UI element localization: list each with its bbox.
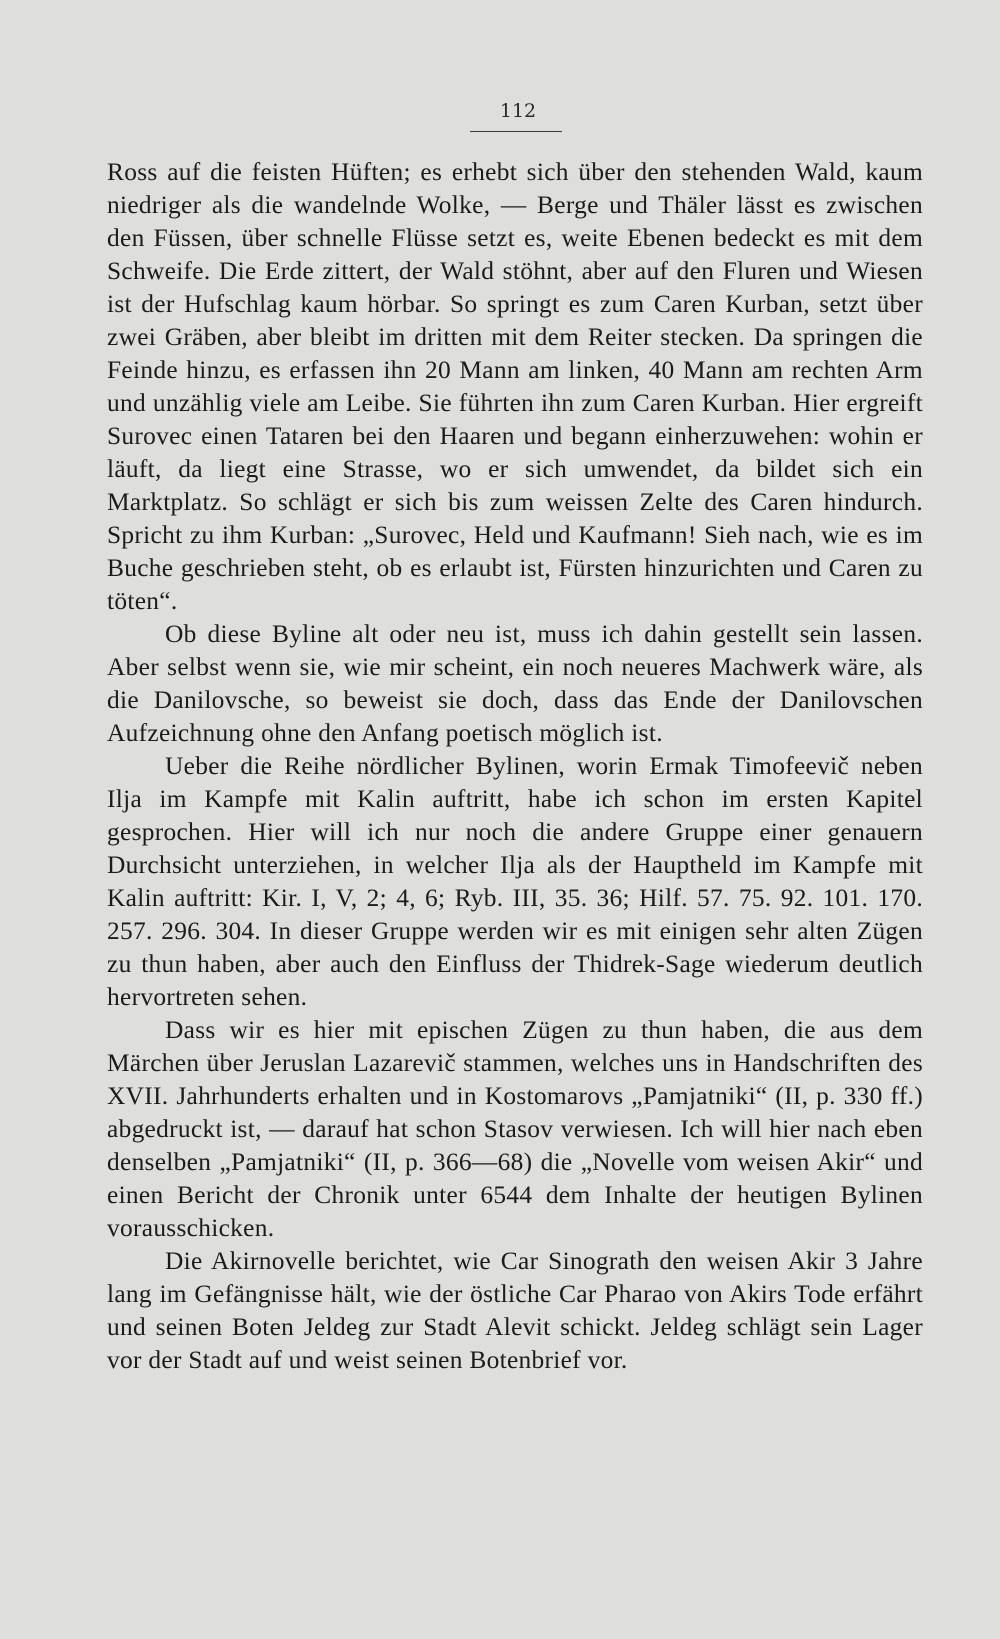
paragraph-4: Dass wir es hier mit epischen Zügen zu thun haben, die aus dem Märchen über Jeruslan Lazarevič stammen, welches uns in Handschriften des XVII. Jahrhunderts erhalten und in Kostomarovs „Pamjatniki“ (II, p. 330 ff.) abgedruckt ist, — darauf hat schon Stasov verwiesen. Ich will hier nach eben denselben „Pamjatniki“ (II, p. 366—68) die „Novelle vom weisen Akir“ und einen Bericht der Chronik unter 6544 dem Inhalte der heutigen Bylinen vorausschicken. xyxy=(107,1016,923,1242)
page-number: 112 xyxy=(499,100,537,122)
paragraph-3: Ueber die Reihe nördlicher Bylinen, worin Ermak Timofeevič neben Ilja im Kampfe mit Kalin auftritt, habe ich schon im ersten Kapitel gesprochen. Hier will ich nur noch die andere Gruppe einer genauern Durchsicht unterziehen, in welcher Ilja als der Hauptheld im Kampfe mit Kalin auftritt: Kir. I, V, 2; 4, 6; Ryb. III, 35. 36; Hilf. 57. 75. 92. 101. 170. 257. 296. 304. In dieser Gruppe werden wir es mit einigen sehr alten Zügen zu thun haben, aber auch den Einfluss der Thidrek-Sage wiederum deutlich hervortreten sehen. xyxy=(107,752,923,1011)
paragraph-1: Ross auf die feisten Hüften; es erhebt sich über den stehenden Wald, kaum niedriger als die wandelnde Wolke, — Berge und Thäler lässt es zwischen den Füssen, über schnelle Flüsse setzt es, weite Ebenen bedeckt es mit dem Schweife. Die Erde zittert, der Wald stöhnt, aber auf den Fluren und Wiesen ist der Hufschlag kaum hörbar. So springt es zum Caren Kurban, setzt über zwei Gräben, aber bleibt im dritten mit dem Reiter stecken. Da springen die Feinde hinzu, es erfassen ihn 20 Mann am linken, 40 Mann am rechten Arm und unzählig viele am Leibe. Sie führten ihn zum Caren Kurban. Hier ergreift Surovec einen Tataren bei den Haaren und begann einherzuwehen: wohin er läuft, da liegt eine Strasse, wo er sich umwendet, da bildet sich ein Marktplatz. So schlägt er sich bis zum weissen Zelte des Caren hindurch. Spricht zu ihm Kurban: „Surovec, Held und Kaufmann! Sieh nach, wie es im Buche geschrieben steht, ob es erlaubt ist, Fürsten hinzurichten und Caren zu töten“. xyxy=(107,158,923,615)
paragraph-5: Die Akirnovelle berichtet, wie Car Sinograth den weisen Akir 3 Jahre lang im Gefängnisse hält, wie der östliche Car Pharao von Akirs Tode erfährt und seinen Boten Jeldeg zur Stadt Alevit schickt. Jeldeg schlägt sein Lager vor der Stadt auf und weist seinen Botenbrief vor. xyxy=(107,1247,923,1374)
body-text xyxy=(107,156,923,1377)
paragraph-2: Ob diese Byline alt oder neu ist, muss ich dahin gestellt sein lassen. Aber selbst wenn sie, wie mir scheint, ein noch neueres Machwerk wäre, als die Danilovsche, so beweist sie doch, dass das Ende der Danilovschen Aufzeichnung ohne den Anfang poetisch möglich ist. xyxy=(107,620,923,747)
header-rule xyxy=(470,131,562,132)
